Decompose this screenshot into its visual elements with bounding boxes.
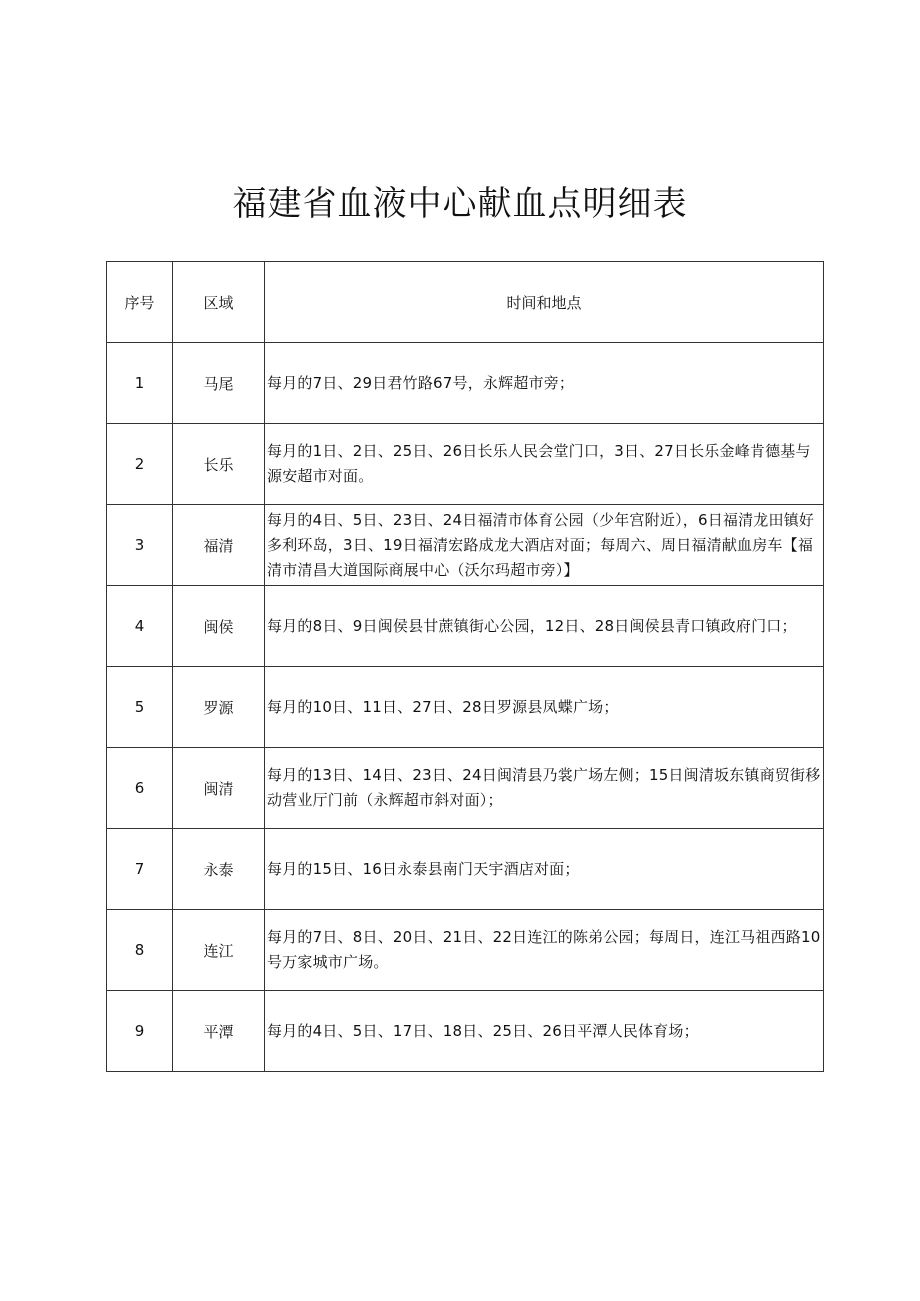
- row-no: 5: [107, 667, 173, 748]
- table-row: [107, 910, 824, 991]
- row-area: 连江: [173, 910, 265, 991]
- page-title: 福建省血液中心献血点明细表: [232, 184, 688, 224]
- row-area: 长乐: [173, 424, 265, 505]
- table-row: [107, 991, 824, 1072]
- row-no: 2: [107, 424, 173, 505]
- row-no: 9: [107, 991, 173, 1072]
- table-row: [107, 748, 824, 829]
- row-detail: 每月的7日、29日君竹路67号，永辉超市旁；: [265, 343, 824, 424]
- row-no: 6: [107, 748, 173, 829]
- table-row: [107, 586, 824, 667]
- header-no: 序号: [107, 262, 173, 343]
- table-row: [107, 667, 824, 748]
- row-detail: 每月的4日、5日、23日、24日福清市体育公园（少年宫附近），6日福清龙田镇好多利环岛，3日、19日福清宏路成龙大酒店对面；每周六、周日福清献血房车【福清市清昌大道国际商展中心（沃尔玛超市旁）】: [265, 505, 824, 586]
- row-detail: 每月的8日、9日闽侯县甘蔗镇街心公园，12日、28日闽侯县青口镇政府门口；: [265, 586, 824, 667]
- row-no: 1: [107, 343, 173, 424]
- header-area: 区域: [173, 262, 265, 343]
- table-header-row: [107, 262, 824, 343]
- row-area: 罗源: [173, 667, 265, 748]
- blood-donation-table: [106, 261, 824, 1072]
- row-no: 4: [107, 586, 173, 667]
- row-detail: 每月的13日、14日、23日、24日闽清县乃裳广场左侧；15日闽清坂东镇商贸街移动营业厅门前（永辉超市斜对面）；: [265, 748, 824, 829]
- table-row: [107, 424, 824, 505]
- row-no: 8: [107, 910, 173, 991]
- row-no: 3: [107, 505, 173, 586]
- row-area: 马尾: [173, 343, 265, 424]
- table-row: [107, 505, 824, 586]
- table-row: [107, 343, 824, 424]
- row-area: 平潭: [173, 991, 265, 1072]
- header-detail: 时间和地点: [265, 262, 824, 343]
- row-detail: 每月的4日、5日、17日、18日、25日、26日平潭人民体育场；: [265, 991, 824, 1072]
- row-area: 永泰: [173, 829, 265, 910]
- row-detail: 每月的10日、11日、27日、28日罗源县凤蝶广场；: [265, 667, 824, 748]
- row-no: 7: [107, 829, 173, 910]
- row-area: 福清: [173, 505, 265, 586]
- row-detail: 每月的15日、16日永泰县南门天宇酒店对面；: [265, 829, 824, 910]
- table-row: [107, 829, 824, 910]
- row-detail: 每月的1日、2日、25日、26日长乐人民会堂门口，3日、27日长乐金峰肯德基与源安超市对面。: [265, 424, 824, 505]
- row-area: 闽侯: [173, 586, 265, 667]
- row-area: 闽清: [173, 748, 265, 829]
- row-detail: 每月的7日、8日、20日、21日、22日连江的陈弟公园；每周日，连江马祖西路10号万家城市广场。: [265, 910, 824, 991]
